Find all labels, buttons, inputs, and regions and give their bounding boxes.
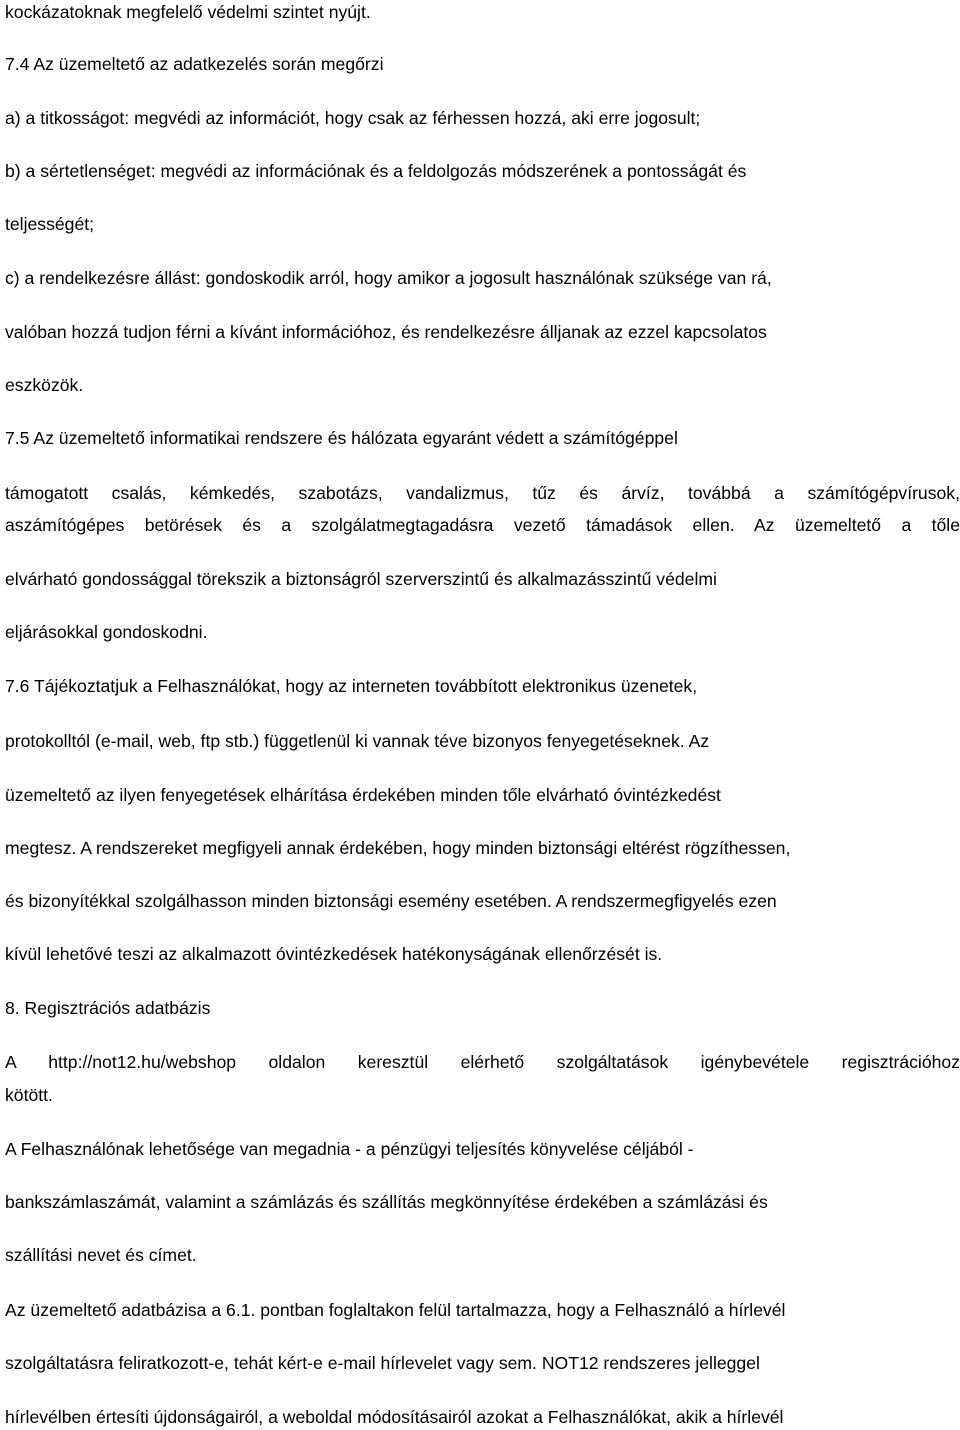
text-line: a) a titkosságot: megvédi az információt, hogy csak az férhessen hozzá, aki erre jogosult; bbox=[5, 108, 701, 128]
text-line: eszközök. bbox=[5, 375, 84, 395]
text-line: b) a sértetlenséget: megvédi az információnak és a feldolgozás módszerének a pontosságát és bbox=[5, 161, 747, 181]
section-7-6-heading: 7.6 Tájékoztatjuk a Felhasználókat, hogy az interneten továbbított elektronikus üzenetek, bbox=[5, 676, 698, 696]
text-line: megtesz. A rendszereket megfigyeli annak érdekében, hogy minden biztonsági eltérést rögzíthessen, bbox=[5, 838, 791, 858]
text-line: üzemeltető az ilyen fenyegetések elhárítása érdekében minden tőle elvárható óvintézkedést bbox=[5, 785, 721, 805]
text-line: A http://not12.hu/webshop oldalon keresztül elérhető szolgáltatások igénybevétele regisztrációhoz bbox=[5, 1052, 960, 1072]
text-line: A Felhasználónak lehetősége van megadnia - a pénzügyi teljesítés könyvelése céljából - bbox=[5, 1139, 694, 1159]
text-line: bankszámlaszámát, valamint a számlázás és szállítás megkönnyítése érdekében a számlázási és bbox=[5, 1192, 768, 1212]
text-line: elvárható gondossággal törekszik a biztonságról szerverszintű és alkalmazásszintű védelmi bbox=[5, 569, 717, 589]
text-line: teljességét; bbox=[5, 214, 94, 234]
text-line: és bizonyítékkal szolgálhasson minden biztonsági esemény esetében. A rendszermegfigyelés ezen bbox=[5, 891, 777, 911]
section-7-5-heading: 7.5 Az üzemeltető informatikai rendszere és hálózata egyaránt védett a számítógéppel bbox=[5, 428, 678, 448]
text-line: aszámítógépes betörések és a szolgálatmegtagadásra vezető támadások ellen. Az üzemeltető a tőle bbox=[5, 515, 960, 535]
text-line: hírlevélben értesíti újdonságairól, a weboldal módosításairól azokat a Felhasználókat, akik a hírlevél bbox=[5, 1407, 784, 1427]
text-line: kívül lehetővé teszi az alkalmazott óvintézkedések hatékonyságának ellenőrzését is. bbox=[5, 944, 663, 964]
text-line: Az üzemeltető adatbázisa a 6.1. pontban foglaltakon felül tartalmazza, hogy a Felhasználó a hírlevél bbox=[5, 1300, 786, 1320]
text-line: protokolltól (e-mail, web, ftp stb.) függetlenül ki vannak téve bizonyos fenyegetéseknek. Az bbox=[5, 731, 710, 751]
text-line: szolgáltatásra feliratkozott-e, tehát kért-e e-mail hírlevelet vagy sem. NOT12 rendszeres jelleggel bbox=[5, 1353, 760, 1373]
section-7-4-heading: 7.4 Az üzemeltető az adatkezelés során megőrzi bbox=[5, 54, 384, 74]
text-line: c) a rendelkezésre állást: gondoskodik arról, hogy amikor a jogosult használónak szüksége van rá, bbox=[5, 268, 772, 288]
section-8-heading: 8. Regisztrációs adatbázis bbox=[5, 998, 211, 1018]
text-line: kötött. bbox=[5, 1085, 53, 1105]
text-line: valóban hozzá tudjon férni a kívánt információhoz, és rendelkezésre álljanak az ezzel kapcsolatos bbox=[5, 322, 767, 342]
text-line: kockázatoknak megfelelő védelmi szintet nyújt. bbox=[5, 2, 371, 22]
text-line: eljárásokkal gondoskodni. bbox=[5, 622, 208, 642]
text-line: támogatott csalás, kémkedés, szabotázs, vandalizmus, tűz és árvíz, továbbá a számítógépvírusok, bbox=[5, 483, 960, 503]
text-line: szállítási nevet és címet. bbox=[5, 1245, 197, 1265]
